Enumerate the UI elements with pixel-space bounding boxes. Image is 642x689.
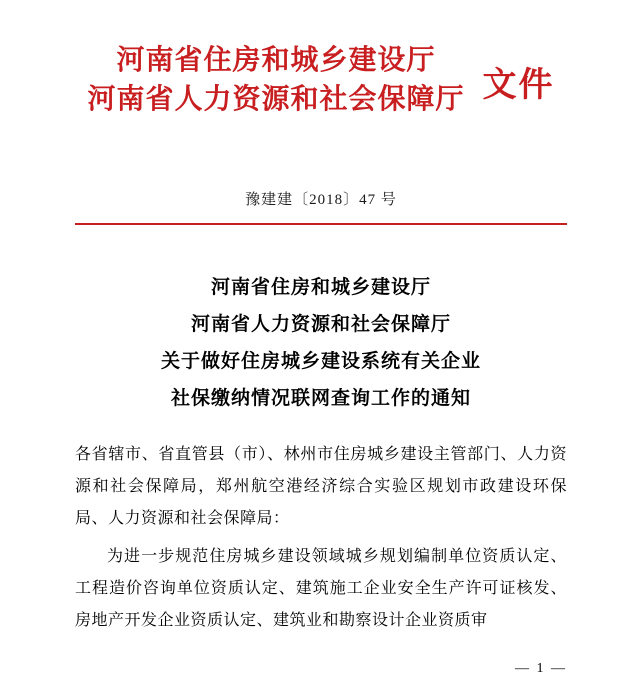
document-body [75,439,567,637]
document-title [75,269,567,417]
letterhead-issuer-line-1: 河南省住房和城乡建设厅 [116,45,436,77]
letterhead-suffix: 文件 [482,66,555,104]
body-paragraph-1: 为进一步规范住房城乡建设领域城乡规划编制单位资质认定、工程造价咨询单位资质认定、建筑施工企业安全生产许可证核发、房地产开发企业资质认定、建筑业和勘察设计企业资质审 [75,548,567,630]
body-paragraph-recipients: 各省辖市、省直管县（市）、林州市住房城乡建设主管部门、人力资源和社会保障局，郑州航空港经济综合实验区规划市政建设环保局、人力资源和社会保障局： [75,446,567,528]
letterhead-issuer-names [87,42,464,119]
document-number: 豫建建〔2018〕47 号 [245,192,397,208]
page-number: — 1 — [515,661,567,676]
title-line-4: 社保缴纳情况联网查询工作的通知 [170,388,471,410]
letterhead [75,0,567,115]
red-divider-rule [75,223,567,225]
title-line-1: 河南省住房和城乡建设厅 [210,277,431,298]
title-line-2: 河南省人力资源和社会保障厅 [190,314,451,336]
letterhead-issuer-line-2: 河南省人力资源和社会保障厅 [87,84,465,115]
title-line-3: 关于做好住房城乡建设系统有关企业 [160,351,481,373]
